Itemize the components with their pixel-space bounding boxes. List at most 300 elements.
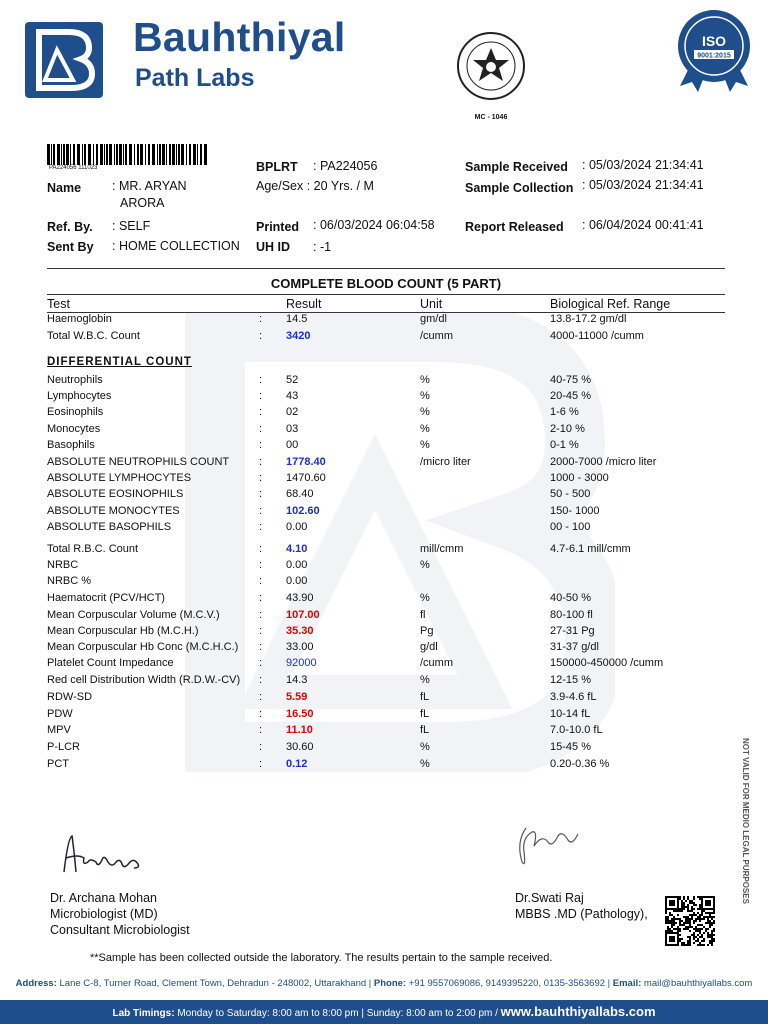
barcode-bar: [119, 144, 122, 165]
qr-module: [691, 906, 693, 908]
qr-module: [709, 922, 711, 924]
qr-module: [687, 918, 689, 920]
uhid-label: UH ID: [256, 240, 291, 254]
qr-module: [673, 910, 675, 912]
qr-module: [687, 928, 689, 930]
qr-module: [701, 918, 703, 920]
qr-module: [711, 930, 713, 932]
qr-module: [667, 916, 669, 918]
qr-module: [711, 918, 713, 920]
qr-module: [673, 916, 675, 918]
qr-module: [701, 934, 703, 936]
qr-module: [693, 898, 695, 900]
qr-module: [687, 944, 689, 946]
table-row: NRBC : 0.00 %: [47, 559, 430, 571]
qr-module: [713, 934, 715, 936]
qr-module: [711, 944, 713, 946]
footer-address: Address: Lane C-8, Turner Road, Clement Town, Dehradun - 248002, Uttarakhand | Phone: +91 9557069086, 9149395220, 0135-3563692 | Email: mail@bauhthiyallabs.com: [15, 978, 753, 989]
qr-module: [683, 922, 685, 924]
qr-module: [695, 930, 697, 932]
barcode-bar: [166, 144, 167, 165]
qr-module: [703, 940, 705, 942]
qr-module: [671, 924, 673, 926]
qr-module: [689, 936, 691, 938]
brand-name: Bauhthiyal: [133, 14, 346, 60]
qr-module: [683, 902, 685, 904]
ref-by-label: Ref. By.: [47, 220, 93, 234]
barcode-bar: [100, 144, 103, 165]
brand-subtitle: Path Labs: [135, 64, 255, 92]
qr-module: [707, 922, 709, 924]
qr-module: [701, 936, 703, 938]
table-row: Lymphocytes : 43 % 20-45 %: [47, 390, 591, 402]
barcode-bar: [157, 144, 158, 165]
barcode-bar: [200, 144, 202, 165]
qr-module: [713, 928, 715, 930]
qr-module: [687, 920, 689, 922]
qr-module: [665, 930, 667, 932]
qr-module: [693, 938, 695, 940]
barcode-bar: [96, 144, 98, 165]
barcode-bar: [159, 144, 161, 165]
qr-module: [685, 944, 687, 946]
barcode-bar: [197, 144, 198, 165]
qr-module: [697, 908, 699, 910]
qr-module: [697, 924, 699, 926]
signature-swati: [512, 822, 592, 874]
qr-module: [673, 920, 675, 922]
qr-module: [679, 934, 681, 936]
qr-module: [711, 938, 713, 940]
qr-module: [697, 944, 699, 946]
qr-module: [683, 898, 685, 900]
qr-module: [679, 896, 681, 898]
qr-module: [693, 914, 695, 916]
qr-module: [683, 928, 685, 930]
website-link[interactable]: www.bauhthiyallabs.com: [500, 1004, 656, 1019]
sent-by-label: Sent By: [47, 240, 94, 254]
qr-module: [671, 914, 673, 916]
qr-module: [665, 916, 667, 918]
bplrt-label: BPLRT: [256, 160, 298, 174]
qr-module: [665, 912, 667, 914]
qr-module: [667, 918, 669, 920]
iso-standard: 9001:2015: [697, 52, 731, 60]
qr-module: [683, 942, 685, 944]
qr-module: [697, 918, 699, 920]
barcode-bar: [63, 144, 65, 165]
barcode-bar: [189, 144, 191, 165]
barcode-bar: [162, 144, 165, 165]
qr-module: [681, 900, 683, 902]
qr-module: [711, 936, 713, 938]
qr-module: [693, 904, 695, 906]
qr-module: [701, 910, 703, 912]
table-row: Monocytes : 03 % 2-10 %: [47, 423, 585, 435]
qr-module: [679, 940, 681, 942]
qr-module: [683, 916, 685, 918]
qr-module: [681, 920, 683, 922]
printed-value: : 06/03/2024 06:04:58: [313, 218, 435, 232]
qr-module: [703, 918, 705, 920]
qr-module: [691, 902, 693, 904]
barcode-bar: [186, 144, 187, 165]
qr-module: [665, 920, 667, 922]
qr-module: [677, 914, 679, 916]
qr-module: [699, 944, 701, 946]
qr-module: [685, 926, 687, 928]
barcode-bar: [51, 144, 52, 165]
qr-module: [693, 928, 695, 930]
barcode-bar: [178, 144, 180, 165]
barcode-bar: [70, 144, 71, 165]
qr-module: [705, 928, 707, 930]
qr-module: [687, 908, 689, 910]
sample-received-label: Sample Received: [465, 160, 568, 174]
report-released-label: Report Released: [465, 220, 564, 234]
qr-module: [675, 928, 677, 930]
qr-module: [705, 912, 707, 914]
table-row: Total R.B.C. Count : 4.10 mill/cmm 4.7-6.1 mill/cmm: [47, 543, 631, 555]
qr-module: [669, 912, 671, 914]
barcode-bar: [169, 144, 171, 165]
signatory-1: [50, 890, 190, 938]
qr-module: [679, 938, 681, 940]
qr-module: [699, 896, 701, 898]
qr-module: [709, 912, 711, 914]
qr-module: [695, 920, 697, 922]
patient-name-label: Name: [47, 181, 82, 195]
qr-module: [681, 908, 683, 910]
qr-module: [679, 924, 681, 926]
qr-module: [691, 916, 693, 918]
qr-module: [713, 922, 715, 924]
qr-module: [709, 940, 711, 942]
lab-logo: [25, 22, 103, 98]
table-row: Mean Corpuscular Volume (M.C.V.) : 107.00 fl 80-100 fl: [47, 609, 593, 621]
qr-module: [703, 938, 705, 940]
qr-module: [689, 902, 691, 904]
qr-module: [709, 926, 711, 928]
table-row: ABSOLUTE EOSINOPHILS : 68.40 50 - 500: [47, 488, 591, 500]
qr-module: [667, 922, 669, 924]
table-row: Haematocrit (PCV/HCT) : 43.90 % 40-50 %: [47, 592, 591, 604]
qr-module: [695, 940, 697, 942]
qr-module: [683, 924, 685, 926]
qr-module: [681, 906, 683, 908]
qr-module: [691, 900, 693, 902]
qr-module: [671, 930, 673, 932]
accreditation-code: MC - 1046: [474, 114, 508, 121]
qr-module: [689, 930, 691, 932]
iso-certified-badge-icon: [672, 8, 756, 92]
barcode-bar: [181, 144, 184, 165]
qr-module: [673, 922, 675, 924]
qr-module: [677, 930, 679, 932]
differential-count-heading: DIFFERENTIAL COUNT: [47, 356, 192, 368]
qr-module: [707, 920, 709, 922]
qr-module: [695, 928, 697, 930]
qr-module: [673, 924, 675, 926]
table-row: PDW : 16.50 fL 10-14 fL: [47, 708, 591, 720]
qr-module: [681, 938, 683, 940]
col-head-result: Result: [286, 297, 322, 311]
qr-module: [669, 930, 671, 932]
qr-module: [705, 916, 707, 918]
barcode-bar: [109, 144, 112, 165]
qr-module: [707, 934, 709, 936]
qr-module: [679, 922, 681, 924]
qr-module: [689, 942, 691, 944]
qr-module: [699, 898, 701, 900]
sample-footnote: **Sample has been collected outside the laboratory. The results pertain to the sample received.: [90, 952, 553, 964]
qr-module: [689, 910, 691, 912]
qr-module: [695, 904, 697, 906]
qr-module: [711, 912, 713, 914]
qr-module: [681, 924, 683, 926]
qr-module: [713, 912, 715, 914]
qr-module: [701, 914, 703, 916]
qr-module: [693, 912, 695, 914]
qr-module: [689, 924, 691, 926]
legal-disclaimer: NOT VALID FOR MEDIO LEGAL PURPOSES: [741, 738, 750, 904]
qr-module: [671, 922, 673, 924]
qr-module: [669, 922, 671, 924]
qr-module: [685, 916, 687, 918]
qr-module: [699, 904, 701, 906]
qr-module: [713, 930, 715, 932]
qr-module: [701, 940, 703, 942]
qr-module: [697, 938, 699, 940]
qr-module: [687, 926, 689, 928]
table-row: ABSOLUTE BASOPHILS : 0.00 00 - 100: [47, 521, 591, 533]
qr-module: [703, 932, 705, 934]
qr-module: [707, 944, 709, 946]
barcode-number: PA224056 111023: [49, 165, 98, 171]
table-row: RDW-SD : 5.59 fL 3.9-4.6 fL: [47, 691, 597, 703]
qr-module: [685, 928, 687, 930]
qr-module: [711, 922, 713, 924]
divider: [47, 294, 725, 295]
qr-module: [709, 920, 711, 922]
qr-module: [685, 900, 687, 902]
uhid-value: : -1: [313, 240, 332, 254]
qr-module: [711, 916, 713, 918]
barcode-bar: [148, 144, 150, 165]
qr-module: [667, 926, 669, 928]
qr-module: [687, 916, 689, 918]
qr-module: [703, 916, 705, 918]
qr-module: [689, 940, 691, 942]
qr-module: [709, 934, 711, 936]
qr-module: [679, 910, 681, 912]
table-row: P-LCR : 30.60 % 15-45 %: [47, 741, 591, 753]
barcode-bar: [145, 144, 146, 165]
qr-module: [693, 932, 695, 934]
qr-module: [687, 910, 689, 912]
table-row: Total W.B.C. Count : 3420 /cumm 4000-11000 /cumm: [47, 330, 644, 342]
qr-module: [697, 934, 699, 936]
qr-module: [665, 922, 667, 924]
qr-module: [687, 904, 689, 906]
qr-module: [695, 914, 697, 916]
barcode-bar: [172, 144, 175, 165]
barcode-bar: [134, 144, 135, 165]
qr-module: [713, 938, 715, 940]
qr-module: [679, 908, 681, 910]
qr-module: [665, 910, 667, 912]
qr-module: [699, 918, 701, 920]
qr-module: [681, 910, 683, 912]
qr-module: [671, 918, 673, 920]
barcode-bar: [104, 144, 105, 165]
qr-module: [705, 922, 707, 924]
qr-module: [703, 944, 705, 946]
qr-module: [671, 926, 673, 928]
qr-module: [691, 918, 693, 920]
qr-module: [703, 926, 705, 928]
qr-module: [699, 908, 701, 910]
iso-text: ISO: [701, 33, 727, 49]
qr-module: [689, 926, 691, 928]
qr-module: [689, 938, 691, 940]
qr-module: [683, 908, 685, 910]
qr-module: [701, 924, 703, 926]
qr-module: [685, 920, 687, 922]
qr-module: [699, 916, 701, 918]
qr-module: [709, 924, 711, 926]
qr-module: [699, 920, 701, 922]
sent-by-value: : HOME COLLECTION: [112, 239, 240, 253]
table-row: Basophils : 00 % 0-1 %: [47, 439, 579, 451]
qr-module: [707, 932, 709, 934]
qr-module: [687, 940, 689, 942]
qr-module: [667, 930, 669, 932]
qr-module: [687, 906, 689, 908]
qr-module: [697, 930, 699, 932]
qr-module: [711, 942, 713, 944]
qr-module: [685, 922, 687, 924]
qr-module: [681, 942, 683, 944]
qr-code-icon[interactable]: [665, 896, 715, 946]
qr-finder: [705, 900, 711, 906]
report-title: COMPLETE BLOOD COUNT (5 PART): [270, 276, 502, 291]
barcode-bar: [57, 144, 60, 165]
qr-module: [681, 902, 683, 904]
sample-received-value: : 05/03/2024 21:34:41: [582, 158, 704, 172]
bplrt-value: : PA224056: [313, 159, 378, 173]
signatory-2-qualification: MBBS .MD (Pathology),: [515, 907, 648, 921]
table-row: ABSOLUTE MONOCYTES : 102.60 150- 1000: [47, 505, 600, 517]
signature-archana: [58, 832, 158, 880]
qr-module: [697, 916, 699, 918]
footer-timings-bar: Lab Timings: Monday to Saturday: 8:00 am to 8:00 pm | Sunday: 8:00 am to 2:00 pm / www.bauhthiyallabs.com: [0, 1000, 768, 1024]
qr-module: [699, 930, 701, 932]
barcode-bar: [47, 144, 50, 165]
barcode-bar: [140, 144, 143, 165]
qr-module: [713, 920, 715, 922]
qr-module: [665, 918, 667, 920]
qr-module: [675, 918, 677, 920]
signatory-1-qualification: Microbiologist (MD): [50, 907, 158, 921]
qr-module: [679, 920, 681, 922]
signatory-1-title: Consultant Microbiologist: [50, 923, 190, 937]
qr-module: [707, 918, 709, 920]
signatory-2-name: Dr.Swati Raj: [515, 891, 584, 905]
qr-module: [709, 914, 711, 916]
table-row: Haemoglobin : 14.5 gm/dl 13.8-17.2 gm/dl: [47, 313, 627, 325]
qr-module: [707, 912, 709, 914]
qr-module: [691, 914, 693, 916]
qr-module: [707, 928, 709, 930]
table-row: ABSOLUTE NEUTROPHILS COUNT : 1778.40 /micro liter 2000-7000 /micro liter: [47, 456, 657, 468]
qr-module: [711, 934, 713, 936]
qr-module: [691, 908, 693, 910]
qr-module: [705, 930, 707, 932]
qr-module: [681, 944, 683, 946]
qr-module: [671, 920, 673, 922]
barcode-bar: [82, 144, 83, 165]
qr-module: [711, 924, 713, 926]
barcode-bar: [93, 144, 94, 165]
barcode-bar: [204, 144, 207, 165]
divider: [47, 268, 725, 269]
barcode-bar: [88, 144, 91, 165]
qr-module: [709, 942, 711, 944]
accreditation-seal-icon: [455, 30, 527, 114]
barcode-bar: [137, 144, 139, 165]
qr-module: [701, 944, 703, 946]
table-row: Red cell Distribution Width (R.D.W.-CV) : 14.3 % 12-15 %: [47, 674, 591, 686]
qr-module: [691, 934, 693, 936]
qr-module: [699, 928, 701, 930]
qr-module: [685, 906, 687, 908]
barcode-bar: [53, 144, 55, 165]
barcode-bar: [61, 144, 62, 165]
table-row: ABSOLUTE LYMPHOCYTES : 1470.60 1000 - 3000: [47, 472, 609, 484]
qr-module: [693, 942, 695, 944]
qr-module: [687, 942, 689, 944]
table-row: Platelet Count Impedance : 92000 /cumm 150000-450000 /cumm: [47, 657, 664, 669]
qr-module: [683, 904, 685, 906]
barcode-bar: [176, 144, 177, 165]
signatory-1-name: Dr. Archana Mohan: [50, 891, 158, 905]
barcode-bar: [123, 144, 124, 165]
qr-module: [711, 940, 713, 942]
qr-module: [693, 936, 695, 938]
qr-module: [711, 932, 713, 934]
qr-module: [701, 928, 703, 930]
qr-module: [683, 944, 685, 946]
qr-module: [687, 898, 689, 900]
qr-module: [693, 922, 695, 924]
qr-module: [669, 914, 671, 916]
qr-module: [689, 944, 691, 946]
qr-module: [691, 910, 693, 912]
qr-module: [693, 902, 695, 904]
qr-module: [673, 928, 675, 930]
qr-module: [709, 936, 711, 938]
sample-collection-label: Sample Collection: [465, 181, 574, 195]
qr-module: [679, 930, 681, 932]
qr-module: [703, 910, 705, 912]
col-head-ref: Biological Ref. Range: [550, 297, 671, 311]
sample-collection-value: : 05/03/2024 21:34:41: [582, 178, 704, 192]
email-link[interactable]: mail@bauhthiyallabs.com: [643, 978, 753, 989]
qr-module: [697, 940, 699, 942]
qr-module: [701, 912, 703, 914]
qr-module: [699, 936, 701, 938]
